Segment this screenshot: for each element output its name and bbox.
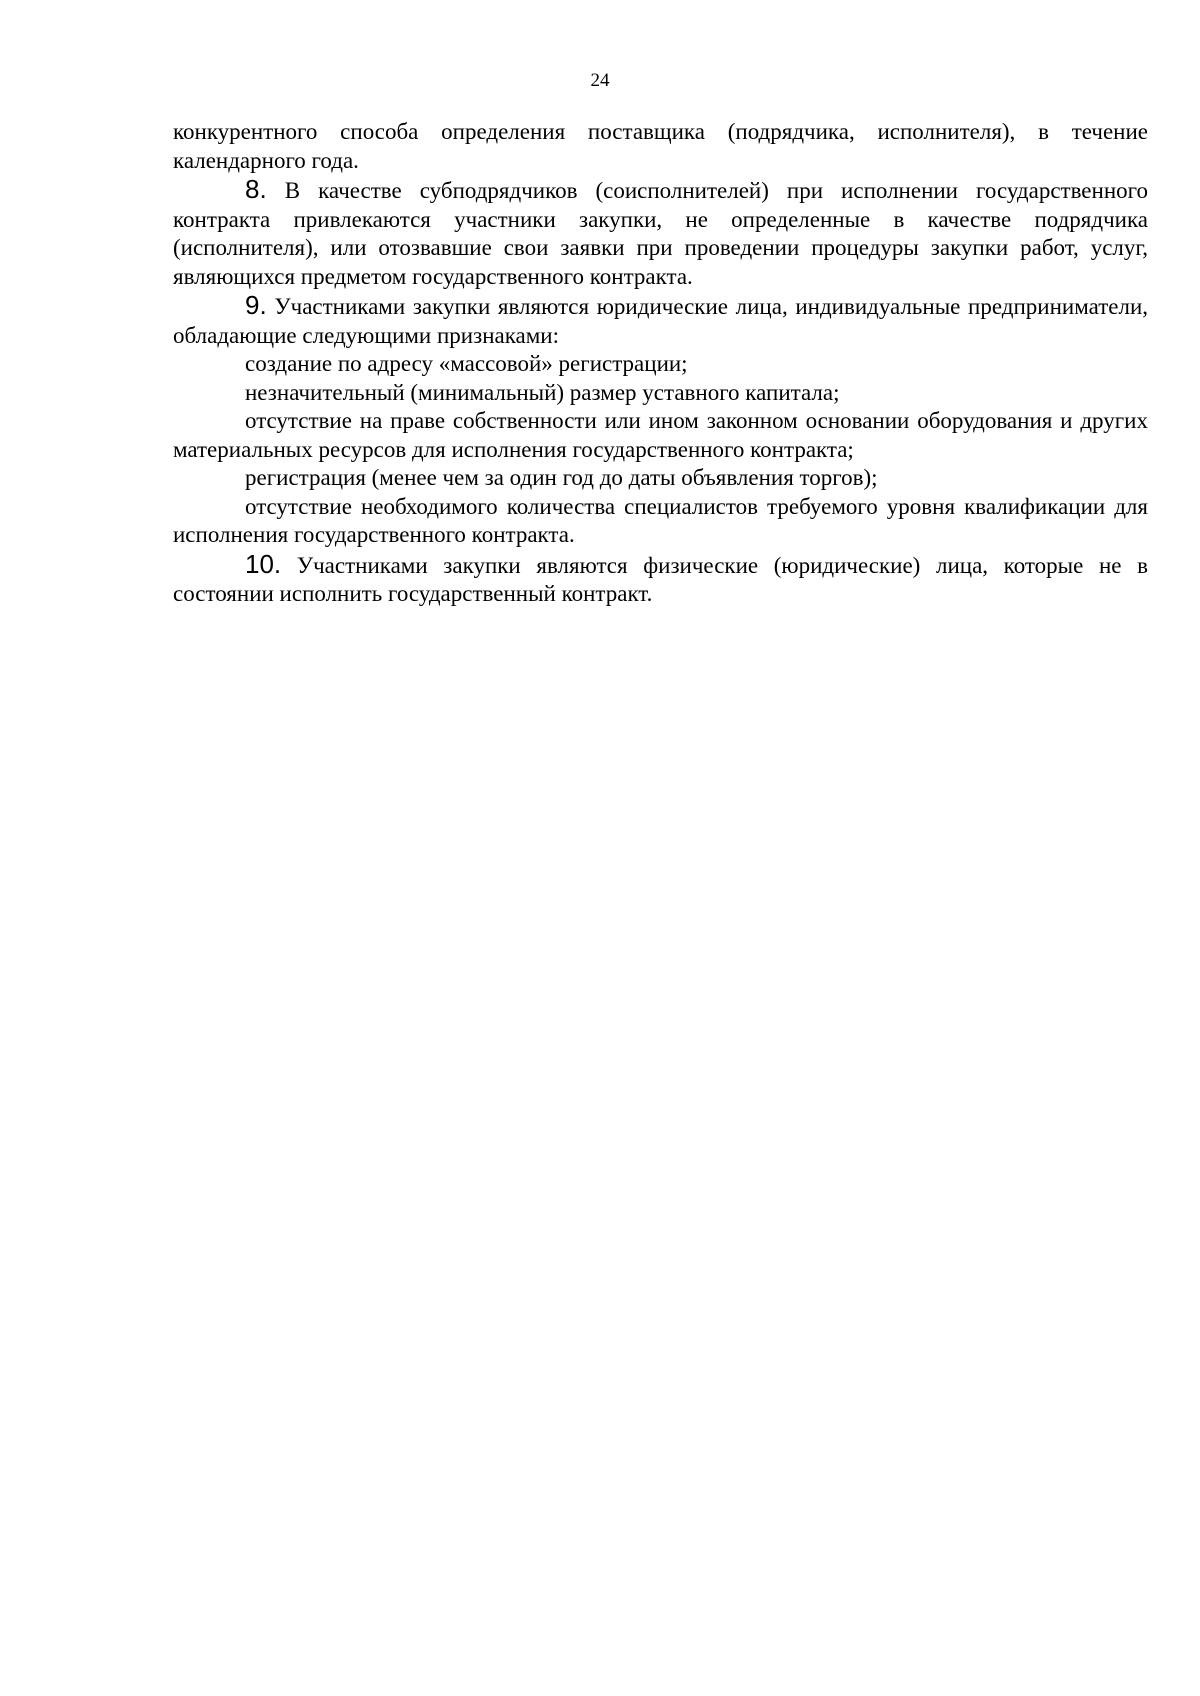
paragraph-text: Участниками закупки являются физические (юридические) лица, которые не в состоянии исполнить государственный контракт. [173, 552, 1148, 606]
paragraph-text: незначительный (минимальный) размер уставного капитала; [245, 379, 840, 405]
paragraph-item-8 [173, 175, 1148, 291]
paragraph-number: 9. [245, 290, 267, 320]
page-number: 24 [590, 70, 610, 91]
list-item-no-specialists [173, 493, 1148, 550]
list-item-mass-registration [173, 350, 1148, 379]
paragraph-item-9 [173, 291, 1148, 350]
paragraph-text: регистрация (менее чем за один год до даты объявления торгов); [245, 465, 878, 490]
paragraph-text: отсутствие необходимого количества специалистов требуемого уровня квалификации для исполнения государственного контракта. [173, 493, 1148, 547]
paragraph-number: 8. [245, 174, 267, 204]
paragraph-text: конкурентного способа определения поставщика (подрядчика, исполнителя), в течение календарного года. [173, 119, 1148, 173]
list-item-no-equipment [173, 407, 1148, 464]
paragraph-text: Участниками закупки являются юридические лица, индивидуальные предприниматели, обладающие следующими признаками: [173, 294, 1148, 348]
document-body [173, 118, 1148, 609]
paragraph-continuation [173, 118, 1148, 175]
paragraph-number: 10. [245, 548, 282, 579]
paragraph-item-10 [173, 550, 1148, 609]
paragraph-text: В качестве субподрядчиков (соисполнителей) при исполнении государственного контракта привлекаются участники закупки, не определенные в качестве подрядчика (исполнителя), или отозвавшие свои заявки при проведении процедуры закупки работ, услуг, являющихся предметом государственного контракта. [173, 178, 1148, 289]
paragraph-text: создание по адресу «массовой» регистрации; [245, 351, 688, 376]
paragraph-text: отсутствие на праве собственности или ином законном основании оборудования и других материальных ресурсов для исполнения государственного контракта; [173, 408, 1148, 462]
list-item-recent-registration [173, 464, 1148, 493]
list-item-small-capital [173, 379, 1148, 408]
